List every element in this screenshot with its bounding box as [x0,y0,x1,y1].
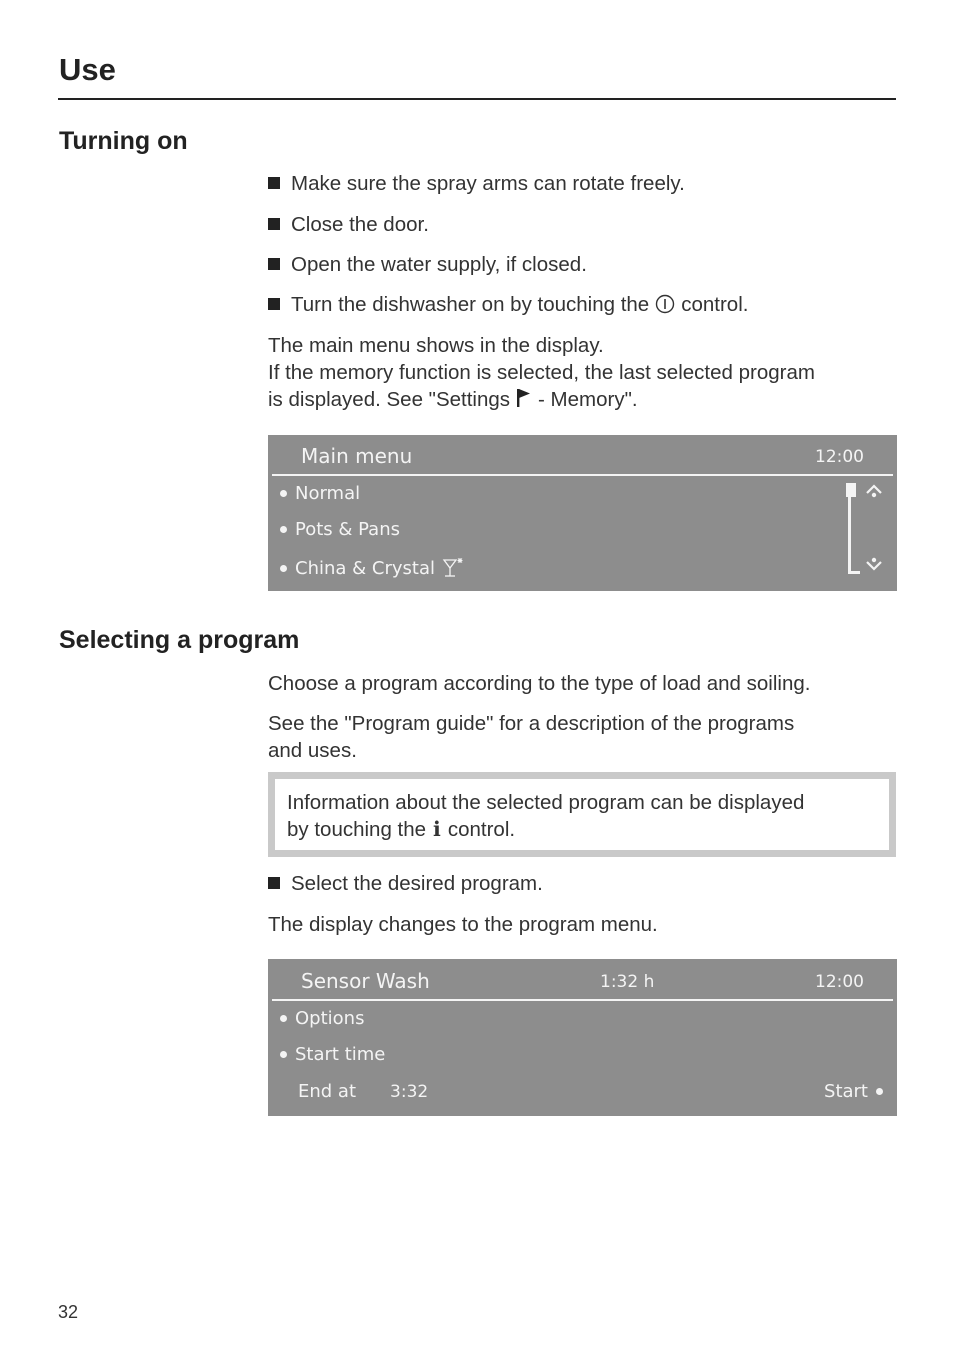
bullet-dot-icon [280,490,287,497]
end-at-label: End at [298,1081,357,1102]
power-icon [655,294,675,314]
paragraph: The display changes to the program menu. [268,913,658,936]
paragraph: The main menu shows in the display. [268,334,604,357]
section-heading-selecting-program: Selecting a program [59,626,300,654]
scrollbar-thumb[interactable] [846,483,856,497]
info-text: by touching the i control. [287,817,516,841]
display-program-title: Sensor Wash [301,969,430,993]
list-item: Make sure the spray arms can rotate freely. [268,170,685,197]
paragraph: See the "Program guide" for a description of the programs [268,712,795,735]
info-icon: i [433,817,441,841]
menu-item-china-crystal[interactable]: China & Crystal [280,556,467,580]
menu-item-normal[interactable]: Normal [280,483,360,504]
bullet-dot-icon [280,565,287,572]
display-divider [272,474,893,476]
menu-item-pots-pans[interactable]: Pots & Pans [280,519,400,540]
paragraph: is displayed. See "Settings - Memory". [268,388,638,411]
end-time-value: 3:32 [390,1081,429,1102]
bullet-dot-icon [876,1088,883,1095]
info-text: Information about the selected program can be displayed [287,791,805,814]
display-clock: 12:00 [815,972,864,992]
paragraph: Choose a program according to the type of load and soiling. [268,672,811,695]
page-number: 32 [58,1302,79,1322]
end-time-row [298,1081,428,1102]
scrollbar-track[interactable] [848,497,851,573]
scroll-up-icon[interactable] [864,483,884,499]
bullet-square-icon [268,177,280,189]
display-duration: 1:32 h [600,972,655,992]
bullet-dot-icon [280,526,287,533]
bullet-square-icon [268,877,280,889]
page-title: Use [59,52,116,87]
paragraph: and uses. [268,739,357,762]
list-item: Select the desired program. [268,870,543,897]
bullet-dot-icon [280,1015,287,1022]
scroll-down-icon[interactable] [864,556,884,572]
bullet-dot-icon [280,1051,287,1058]
display-clock: 12:00 [815,447,864,467]
display-title: Main menu [301,444,413,468]
menu-item-options[interactable]: Options [280,1008,364,1029]
wine-glass-icon [441,556,467,580]
scrollbar-track-end [848,571,860,574]
bullet-square-icon [268,258,280,270]
paragraph: If the memory function is selected, the last selected program [268,361,815,384]
list-item: Close the door. [268,211,429,238]
main-menu-display [268,435,897,591]
bullet-square-icon [268,218,280,230]
list-item: Turn the dishwasher on by touching the control. [268,291,748,318]
info-box [268,772,896,857]
bullet-square-icon [268,298,280,310]
section-heading-turning-on: Turning on [59,127,188,155]
display-divider [272,999,893,1001]
list-item: Open the water supply, if closed. [268,251,587,278]
menu-item-start-time[interactable]: Start time [280,1044,385,1065]
title-divider [58,98,896,100]
start-button[interactable]: Start [824,1081,883,1102]
program-menu-display [268,959,897,1116]
flag-icon [516,388,532,408]
